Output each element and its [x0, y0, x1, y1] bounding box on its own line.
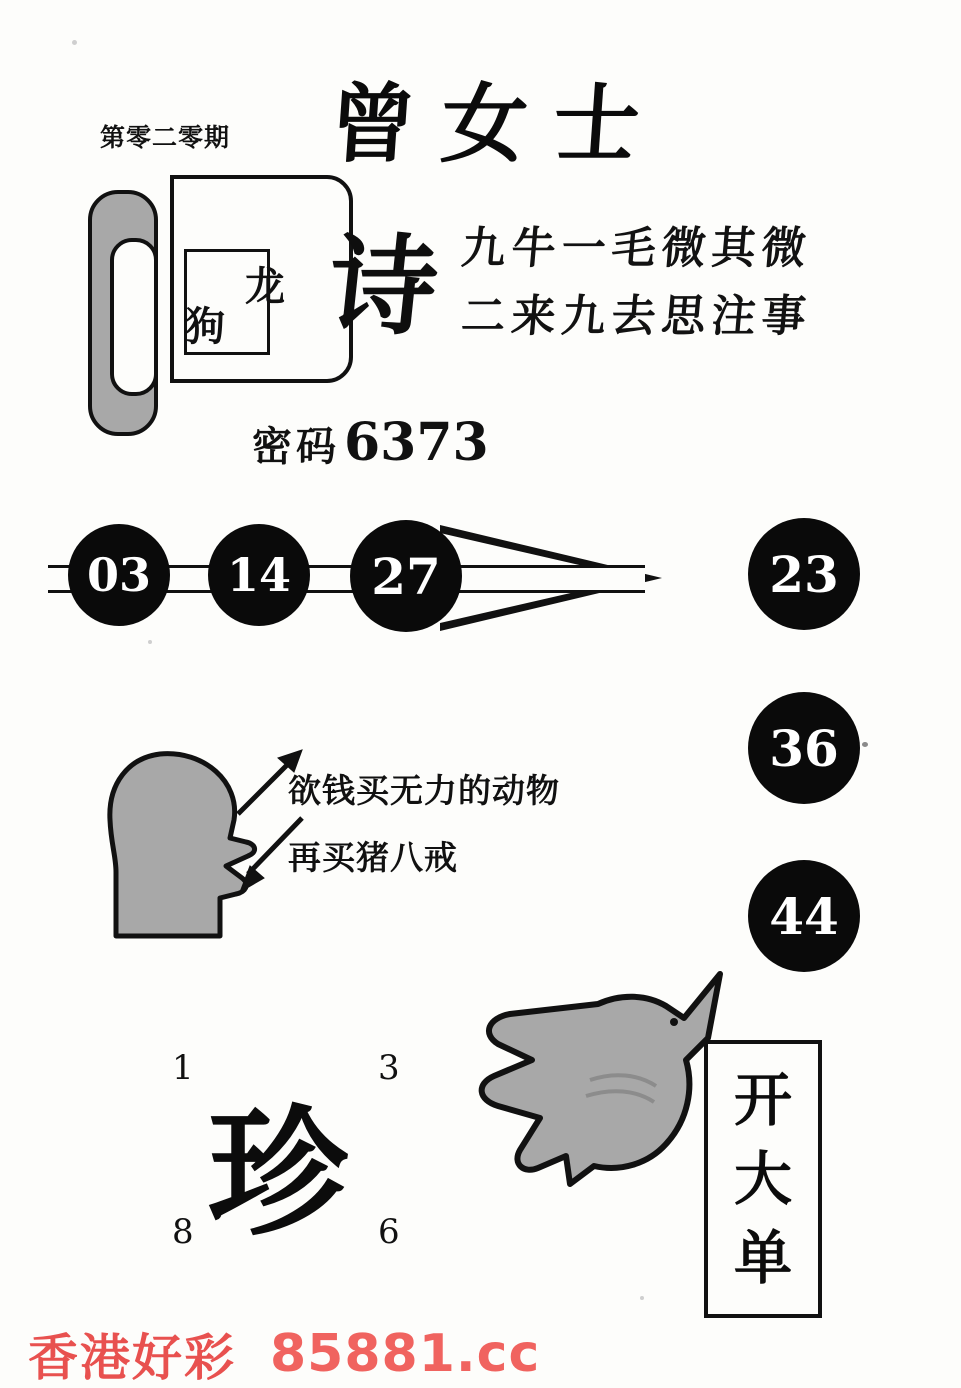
vertical-slogan-char: 开 — [733, 1066, 792, 1134]
poem-character: 诗 — [322, 224, 444, 350]
footer-brand: 香港好彩 — [28, 1329, 236, 1387]
footer — [28, 1318, 540, 1388]
code-label: 密码 — [252, 423, 340, 470]
corner-digit-top-right: 3 — [378, 1048, 400, 1088]
lottery-ball: 03 — [68, 524, 170, 626]
corner-digit-bottom-right: 6 — [378, 1212, 400, 1252]
lottery-ball: 14 — [208, 524, 310, 626]
handset-body — [88, 190, 158, 436]
vertical-slogan-char: 大 — [733, 1145, 792, 1213]
vertical-slogan-char: 单 — [733, 1224, 792, 1292]
code-value: 6373 — [344, 412, 489, 473]
dove-icon — [470, 960, 740, 1210]
issue-label: 第零二零期 — [100, 123, 231, 152]
lottery-ball: 44 — [748, 860, 860, 972]
footer-site-url: 85881.cc — [270, 1324, 541, 1384]
vertical-slogan-frame — [704, 1040, 822, 1318]
code-row — [252, 412, 489, 473]
lottery-ball: 36 — [748, 692, 860, 804]
paper-speck — [72, 40, 77, 45]
telephone-handset-icon — [88, 190, 168, 430]
speech-line-2: 再买猪八戒 — [288, 838, 458, 877]
poem-line-2: 二来九去思注事 — [459, 291, 814, 342]
speech-line-1: 欲钱买无力的动物 — [288, 771, 560, 810]
paper-speck — [862, 742, 868, 747]
feature-character: 珍 — [208, 1092, 349, 1256]
lottery-ball: 23 — [748, 518, 860, 630]
zodiac-primary: 龙 — [245, 263, 285, 310]
poem-line-1: 九牛一毛微其微 — [459, 223, 814, 274]
zodiac-secondary: 狗 — [185, 303, 225, 350]
arrow-triangle-shaft — [440, 565, 645, 593]
paper-speck — [640, 1296, 644, 1300]
paper-speck — [148, 640, 152, 644]
corner-digit-top-left: 1 — [172, 1048, 194, 1088]
lottery-ball: 27 — [350, 520, 462, 632]
corner-digit-bottom-left: 8 — [172, 1212, 194, 1252]
brand-title: 曾女士 — [325, 74, 670, 175]
